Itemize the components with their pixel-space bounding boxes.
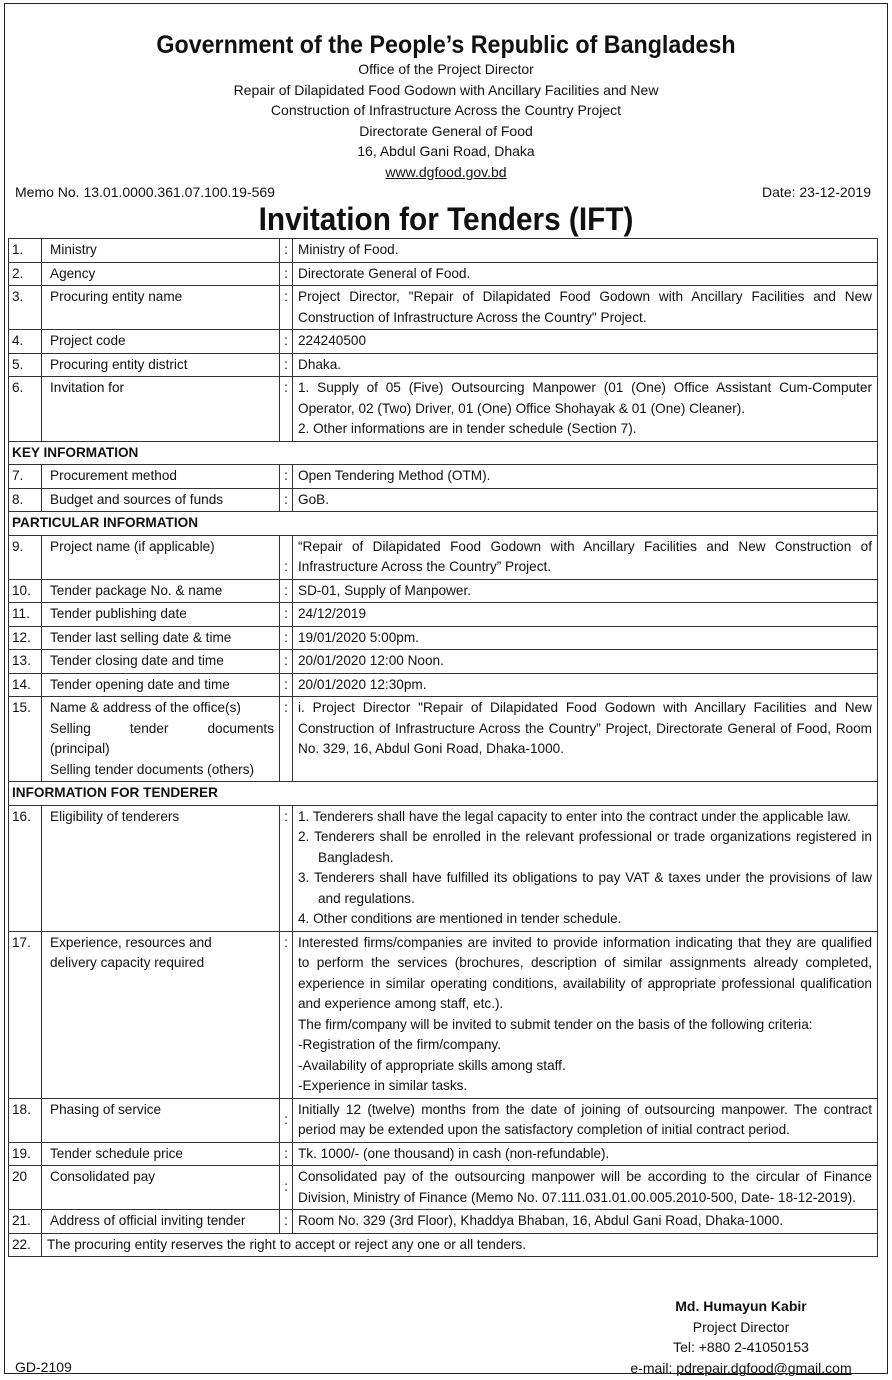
selling-others-label: Selling tender documents (others) xyxy=(50,761,255,777)
experience-label-line-1: Experience, resources and xyxy=(50,934,212,950)
government-title: Government of the People’s Republic of Bangladesh xyxy=(156,31,736,59)
table-row xyxy=(9,488,878,512)
section-header-row xyxy=(9,441,878,465)
row-value: The procuring entity reserves the right to accept or reject any one or all tenders. xyxy=(42,1233,878,1257)
section-information-for-tenderer: INFORMATION FOR TENDERER xyxy=(9,782,878,806)
row-colon: : xyxy=(280,673,293,697)
row-number: 19. xyxy=(9,1142,42,1166)
row-value: Directorate General of Food. xyxy=(293,262,878,286)
row-colon: : xyxy=(280,626,293,650)
row-label: Procurement method xyxy=(42,465,280,489)
signatory-title: Project Director xyxy=(692,1318,790,1335)
table-row xyxy=(9,603,878,627)
section-header-row xyxy=(9,512,878,536)
row-number: 20 xyxy=(9,1166,42,1210)
row-label: Budget and sources of funds xyxy=(42,488,280,512)
row-label xyxy=(42,931,280,1098)
row-value: Initially 12 (twelve) months from the date of joining of outsourcing manpower. The contract period may be extended upon the satisfactory completion of initial contract period. xyxy=(293,1098,878,1142)
table-row xyxy=(9,286,878,330)
selling-documents-label: Selling tender documents xyxy=(50,720,274,736)
row-number: 9. xyxy=(9,535,42,579)
row-colon: : xyxy=(280,603,293,627)
row-colon: : xyxy=(280,535,293,579)
footer-code: GD-2109 xyxy=(15,1359,72,1375)
experience-paragraph-1: Interested firms/companies are invited to provide information indicating that they are qualified to perform the services (brochures, description of similar assignments already completed, experience in similar operating conditions, availability of appropriate professional qualification and experience among staff, etc.). xyxy=(298,934,872,1011)
row-number: 12. xyxy=(9,626,42,650)
row-label: Procuring entity name xyxy=(42,286,280,330)
row-number: 16. xyxy=(9,805,42,931)
row-colon: : xyxy=(280,1098,293,1142)
row-value: 24/12/2019 xyxy=(293,603,878,627)
row-number: 13. xyxy=(9,650,42,674)
row-colon: : xyxy=(280,650,293,674)
row-value: Open Tendering Method (OTM). xyxy=(293,465,878,489)
table-row xyxy=(9,1142,878,1166)
signature-block xyxy=(621,1296,861,1378)
tender-notice-page xyxy=(4,3,888,1374)
table-row xyxy=(9,805,878,931)
row-colon: : xyxy=(280,239,293,263)
email-label: e-mail: xyxy=(630,1359,677,1376)
table-row xyxy=(9,650,878,674)
table-row xyxy=(9,377,878,442)
row-label: Eligibility of tenderers xyxy=(42,805,280,931)
table-row xyxy=(9,931,878,1098)
row-value: Ministry of Food. xyxy=(293,239,878,263)
office-line: Office of the Project Director xyxy=(358,61,534,77)
row-value: SD-01, Supply of Manpower. xyxy=(293,579,878,603)
row-number: 18. xyxy=(9,1098,42,1142)
row-value: Dhaka. xyxy=(293,353,878,377)
table-row xyxy=(9,535,878,579)
row-value: 20/01/2020 12:00 Noon. xyxy=(293,650,878,674)
row-value: 19/01/2020 5:00pm. xyxy=(293,626,878,650)
website-link[interactable]: www.dgfood.gov.bd xyxy=(385,163,507,180)
office-address-label: Name & address of the office(s) xyxy=(50,700,241,715)
row-value xyxy=(293,805,878,931)
row-label: Tender package No. & name xyxy=(42,579,280,603)
row-colon: : xyxy=(280,1166,293,1210)
table-row xyxy=(9,1233,878,1257)
row-label: Phasing of service xyxy=(42,1098,280,1142)
section-particular-information: PARTICULAR INFORMATION xyxy=(9,512,878,536)
table-row xyxy=(9,1098,878,1142)
memo-date: Date: 23-12-2019 xyxy=(762,184,871,200)
section-header-row xyxy=(9,782,878,806)
row-value: Project Director, "Repair of Dilapidated Food Godown with Ancillary Facilities and New Construction of Infrastructure Across the Country" Project. xyxy=(293,286,878,330)
invitation-item-1: 1. Supply of 05 (Five) Outsourcing Manpower (01 (One) Office Assistant Cum-Computer Operator, 02 (Two) Driver, 01 (One) Office Shohayak & 01 (One) Cleaner). xyxy=(298,380,872,416)
table-row xyxy=(9,262,878,286)
row-number: 15. xyxy=(9,697,42,782)
row-label: Agency xyxy=(42,262,280,286)
row-label: Address of official inviting tender xyxy=(42,1210,280,1234)
signatory-name: Md. Humayun Kabir xyxy=(675,1298,807,1314)
directorate-line: Directorate General of Food xyxy=(359,122,533,139)
table-row xyxy=(9,697,878,782)
email-link[interactable]: pdrepair.dgfood@gmail.com xyxy=(676,1359,852,1376)
row-value: Tk. 1000/- (one thousand) in cash (non-refundable). xyxy=(293,1142,878,1166)
row-colon: : xyxy=(280,262,293,286)
eligibility-item: 3. Tenderers shall have fulfilled its obligations to pay VAT & taxes under the provisions of law and regulations. xyxy=(298,870,872,906)
row-number: 14. xyxy=(9,673,42,697)
row-colon: : xyxy=(280,1210,293,1234)
row-value xyxy=(293,931,878,1098)
table-row xyxy=(9,239,878,263)
row-colon: : xyxy=(280,579,293,603)
project-line-1: Repair of Dilapidated Food Godown with Ancillary Facilities and New xyxy=(233,81,659,98)
row-value: 224240500 xyxy=(293,330,878,354)
row-colon: : xyxy=(280,377,293,442)
row-number: 4. xyxy=(9,330,42,354)
row-value: “Repair of Dilapidated Food Godown with Ancillary Facilities and New Construction of Infrastructure Across the Country” Project. xyxy=(293,535,878,579)
tender-table xyxy=(8,238,878,1257)
table-row xyxy=(9,465,878,489)
row-colon: : xyxy=(280,697,293,782)
row-label: Ministry xyxy=(42,239,280,263)
eligibility-item: 2. Tenderers shall be enrolled in the relevant professional or trade organizations registered in Bangladesh. xyxy=(298,829,872,865)
table-row xyxy=(9,330,878,354)
row-number: 11. xyxy=(9,603,42,627)
row-number: 10. xyxy=(9,579,42,603)
row-value: i. Project Director "Repair of Dilapidated Food Godown with Ancillary Facilities and New Construction of Infrastructure Across the Country” Project, Directorate General of Food, Room No. 329, 16, Abdul Goni Road, Dhaka-1000. xyxy=(293,697,878,782)
table-row xyxy=(9,353,878,377)
row-value: 20/01/2020 12:30pm. xyxy=(293,673,878,697)
table-row xyxy=(9,626,878,650)
table-row xyxy=(9,673,878,697)
document-title: Invitation for Tenders (IFT) xyxy=(258,201,634,237)
row-number: 3. xyxy=(9,286,42,330)
row-colon: : xyxy=(280,805,293,931)
row-colon: : xyxy=(280,465,293,489)
row-colon: : xyxy=(280,931,293,1098)
row-colon: : xyxy=(280,1142,293,1166)
row-number: 7. xyxy=(9,465,42,489)
table-row xyxy=(9,1166,878,1210)
row-label: Invitation for xyxy=(42,377,280,442)
row-label: Tender closing date and time xyxy=(42,650,280,674)
criteria-item: -Registration of the firm/company. xyxy=(298,1037,501,1052)
address-line: 16, Abdul Gani Road, Dhaka xyxy=(357,143,535,159)
row-label: Tender opening date and time xyxy=(42,673,280,697)
row-label: Tender schedule price xyxy=(42,1142,280,1166)
experience-paragraph-2: The firm/company will be invited to submit tender on the basis of the following criteria: xyxy=(298,1016,813,1032)
row-label xyxy=(42,697,280,782)
row-value xyxy=(293,377,878,442)
row-number: 22. xyxy=(9,1233,42,1257)
row-number: 6. xyxy=(9,377,42,442)
row-number: 5. xyxy=(9,353,42,377)
row-label: Tender last selling date & time xyxy=(42,626,280,650)
row-label: Consolidated pay xyxy=(42,1166,280,1210)
table-row xyxy=(9,1210,878,1234)
table-row xyxy=(9,579,878,603)
criteria-item: -Availability of appropriate skills among staff. xyxy=(298,1057,566,1073)
invitation-item-2: 2. Other informations are in tender schedule (Section 7). xyxy=(298,421,637,436)
memo-number: Memo No. 13.01.0000.361.07.100.19-569 xyxy=(15,184,275,200)
row-colon: : xyxy=(280,330,293,354)
row-value: GoB. xyxy=(293,488,878,512)
row-value: Consolidated pay of the outsourcing manpower will be according to the circular of Finance Division, Ministry of Finance (Memo No. 07.111.031.01.00.005.2010-500, Date- 18-12-2019). xyxy=(293,1166,878,1210)
criteria-item: -Experience in similar tasks. xyxy=(298,1078,468,1093)
experience-label-line-2: delivery capacity required xyxy=(50,955,205,970)
row-number: 17. xyxy=(9,931,42,1098)
signatory-email-line xyxy=(621,1358,861,1379)
principal-label: (principal) xyxy=(50,741,110,756)
row-label: Project name (if applicable) xyxy=(42,535,280,579)
row-label: Tender publishing date xyxy=(42,603,280,627)
row-colon: : xyxy=(280,353,293,377)
eligibility-item: 4. Other conditions are mentioned in tender schedule. xyxy=(298,911,622,926)
row-label: Procuring entity district xyxy=(42,353,280,377)
row-colon: : xyxy=(280,286,293,330)
row-value: Room No. 329 (3rd Floor), Khaddya Bhaban, 16, Abdul Gani Road, Dhaka-1000. xyxy=(293,1210,878,1234)
project-line-2: Construction of Infrastructure Across the Country Project xyxy=(270,102,622,118)
row-label: Project code xyxy=(42,330,280,354)
row-number: 8. xyxy=(9,488,42,512)
eligibility-item: 1. Tenderers shall have the legal capacity to enter into the contract under the applicable law. xyxy=(298,808,851,824)
section-key-information: KEY INFORMATION xyxy=(9,441,878,465)
row-number: 2. xyxy=(9,262,42,286)
row-colon: : xyxy=(280,488,293,512)
row-number: 1. xyxy=(9,239,42,263)
signatory-phone: Tel: +880 2-41050153 xyxy=(673,1339,809,1355)
row-number: 21. xyxy=(9,1210,42,1234)
